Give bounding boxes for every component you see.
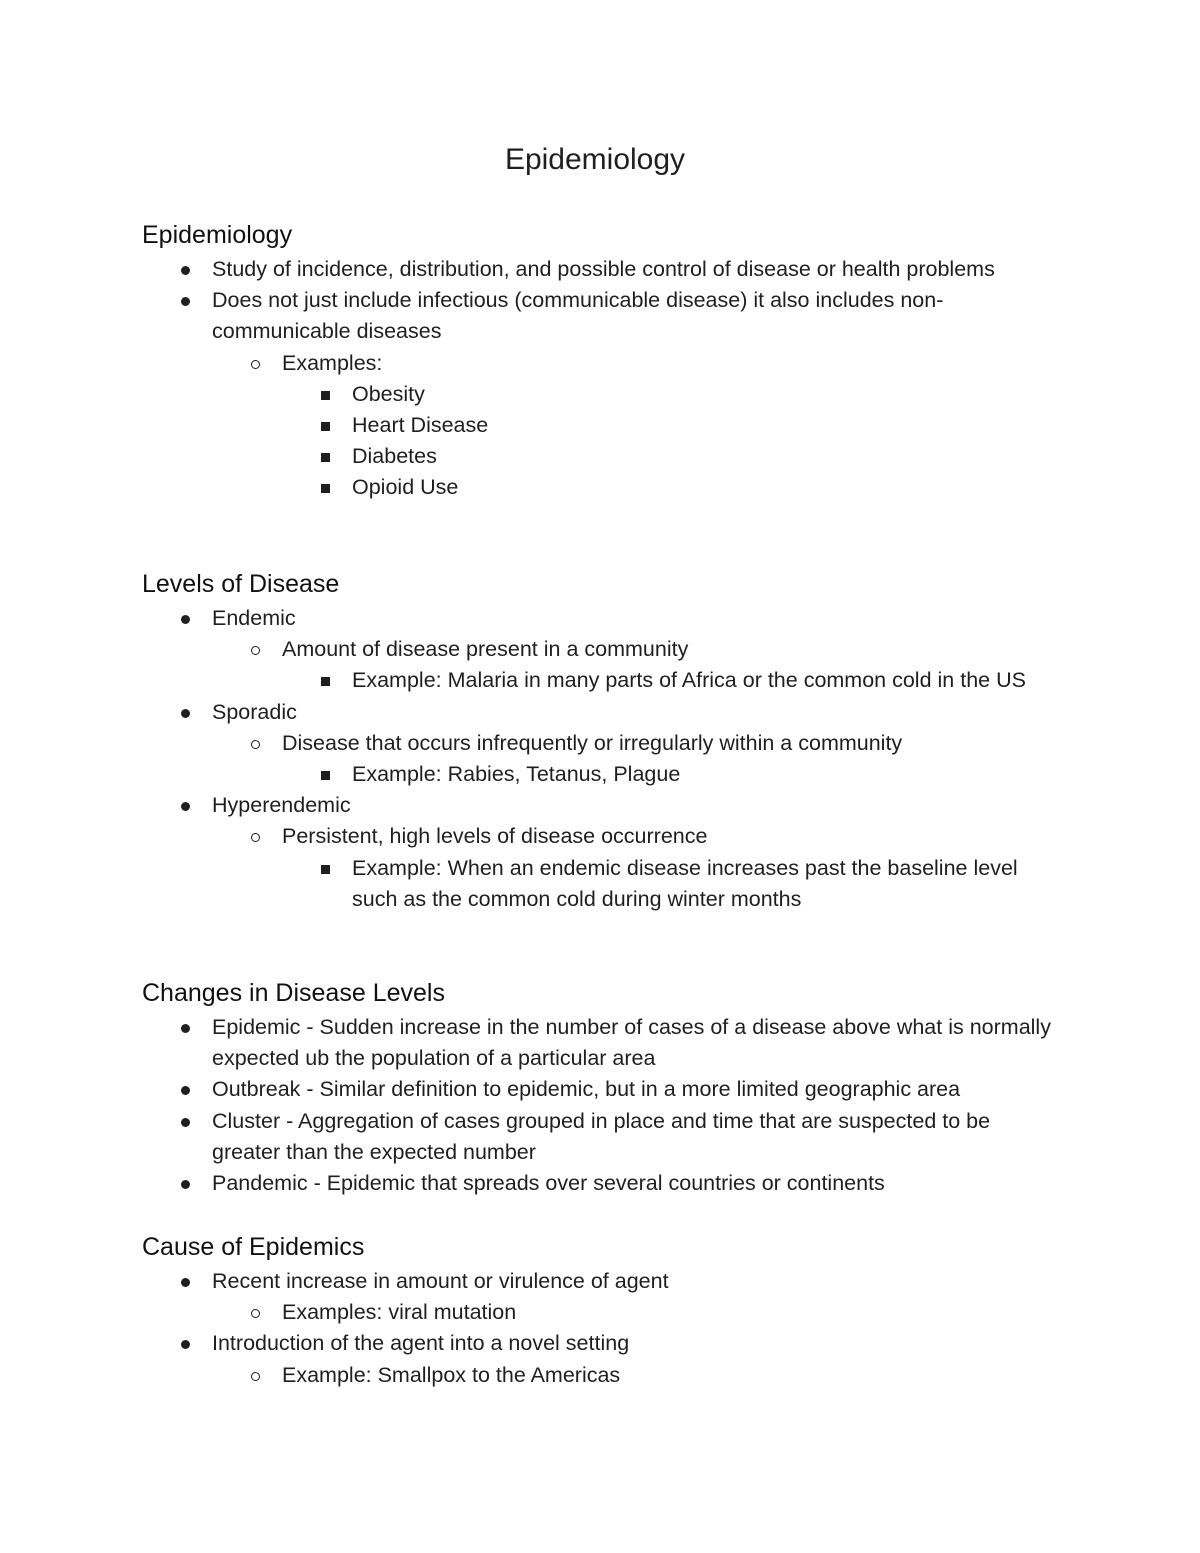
sub-sub-list-item: [282, 379, 1062, 410]
sub-sub-list-item-text: Example: Rabies, Tetanus, Plague: [352, 762, 681, 787]
bullet-disc-icon: [181, 1024, 190, 1033]
bullet-disc-icon: [181, 615, 190, 624]
sub-list-item-text: Examples:: [282, 350, 383, 375]
list-item: [142, 1106, 1062, 1168]
bullet-square-icon: [321, 771, 330, 780]
bullet-circle-icon: [251, 1372, 260, 1381]
bullet-disc-icon: [181, 709, 190, 718]
sub-list-item-text: Persistent, high levels of disease occurrence: [282, 824, 708, 849]
bullet-circle-icon: [251, 646, 260, 655]
bullet-circle-icon: [251, 360, 260, 369]
list-item: [142, 1168, 1062, 1199]
list-item: [142, 1328, 1062, 1390]
list-item-text: Outbreak - Similar definition to epidemic, but in a more limited geographic area: [212, 1077, 961, 1102]
list-item-text: Study of incidence, distribution, and possible control of disease or health problems: [212, 257, 995, 281]
section-changes-in-disease-levels: [142, 977, 1062, 1199]
bullet-circle-icon: [251, 740, 260, 749]
section-heading: Changes in Disease Levels: [142, 979, 445, 1007]
sub-sub-list-item-text: Example: When an endemic disease increases past the baseline level such as the common cold during winter months: [352, 855, 1018, 911]
sub-sub-list: [282, 853, 1062, 915]
sub-list-item: [212, 728, 1062, 790]
sub-list-item: [212, 348, 1062, 504]
bullet-disc-icon: [181, 802, 190, 811]
sub-list: [142, 728, 1062, 790]
bullet-disc-icon: [181, 1086, 190, 1095]
sub-list-item: [212, 634, 1062, 696]
bullet-circle-icon: [251, 1309, 260, 1318]
list-item-text: Cluster - Aggregation of cases grouped in place and time that are suspected to be greater than the expected number: [212, 1108, 991, 1164]
list-item-text: Hyperendemic: [212, 793, 351, 818]
list-item-text: Pandemic - Epidemic that spreads over several countries or continents: [212, 1171, 885, 1196]
sub-list-item-text: Amount of disease present in a community: [282, 637, 689, 662]
list-item-text: Sporadic: [212, 699, 297, 724]
bullet-list: [142, 1266, 1062, 1391]
sub-sub-list-item: [282, 441, 1062, 472]
sub-list-item: [212, 1297, 1062, 1328]
list-item: [142, 254, 1062, 285]
bullet-square-icon: [321, 453, 330, 462]
list-item: [142, 603, 1062, 697]
sub-sub-list-item: [282, 853, 1062, 915]
bullet-disc-icon: [181, 297, 190, 306]
list-item: [142, 1074, 1062, 1105]
sub-sub-list-item-text: Opioid Use: [352, 475, 459, 500]
sub-sub-list-item-text: Obesity: [352, 381, 425, 406]
bullet-square-icon: [321, 484, 330, 493]
sub-sub-list-item-text: Diabetes: [352, 444, 437, 469]
sub-sub-list: [282, 379, 1062, 504]
bullet-list: [142, 1012, 1062, 1199]
section-heading: Epidemiology: [142, 221, 293, 249]
sub-sub-list-item-text: Heart Disease: [352, 413, 489, 438]
sub-sub-list: [282, 665, 1062, 696]
bullet-list: [142, 603, 1062, 915]
sub-sub-list-item: [282, 410, 1062, 441]
sub-list-item-text: Example: Smallpox to the Americas: [282, 1362, 621, 1387]
bullet-circle-icon: [251, 833, 260, 842]
list-item-text: Epidemic - Sudden increase in the number of cases of a disease above what is normally expected ub the population of a particular area: [212, 1015, 1051, 1071]
bullet-disc-icon: [181, 1340, 190, 1349]
list-item-text: Endemic: [212, 606, 296, 630]
sub-list-item-text: Disease that occurs infrequently or irregularly within a community: [282, 730, 903, 755]
bullet-square-icon: [321, 677, 330, 686]
bullet-disc-icon: [181, 1118, 190, 1127]
sub-list-item-text: Examples: viral mutation: [282, 1300, 517, 1325]
sub-sub-list-item-text: Example: Malaria in many parts of Africa or the common cold in the US: [352, 668, 1026, 693]
sub-list: [142, 348, 1062, 504]
sub-sub-list-item: [282, 665, 1062, 696]
sub-sub-list: [282, 759, 1062, 790]
section-heading: Cause of Epidemics: [142, 1233, 365, 1261]
sub-list-item: [212, 821, 1062, 915]
bullet-list: [142, 254, 1062, 504]
sub-list-item: [212, 1360, 1062, 1391]
list-item: [142, 697, 1062, 791]
sub-list: [142, 1360, 1062, 1391]
list-item: [142, 285, 1062, 503]
bullet-disc-icon: [181, 266, 190, 275]
list-item: [142, 790, 1062, 915]
section-heading: Levels of Disease: [142, 570, 340, 598]
sub-list: [142, 1297, 1062, 1328]
list-item-text: Does not just include infectious (communicable disease) it also includes non-communicable diseases: [212, 288, 944, 344]
section-levels-of-disease: [142, 568, 1062, 915]
sub-list: [142, 821, 1062, 915]
list-item: [142, 1012, 1062, 1074]
sub-sub-list-item: [282, 472, 1062, 503]
sub-sub-list-item: [282, 759, 1062, 790]
bullet-square-icon: [321, 865, 330, 874]
bullet-disc-icon: [181, 1180, 190, 1189]
section-cause-of-epidemics: [142, 1231, 1062, 1391]
bullet-disc-icon: [181, 1278, 190, 1287]
list-item: [142, 1266, 1062, 1328]
section-epidemiology: [142, 219, 1062, 504]
sub-list: [142, 634, 1062, 696]
document-title: Epidemiology: [504, 143, 686, 176]
bullet-square-icon: [321, 391, 330, 400]
bullet-square-icon: [321, 422, 330, 431]
list-item-text: Recent increase in amount or virulence of agent: [212, 1269, 669, 1293]
list-item-text: Introduction of the agent into a novel setting: [212, 1331, 630, 1356]
